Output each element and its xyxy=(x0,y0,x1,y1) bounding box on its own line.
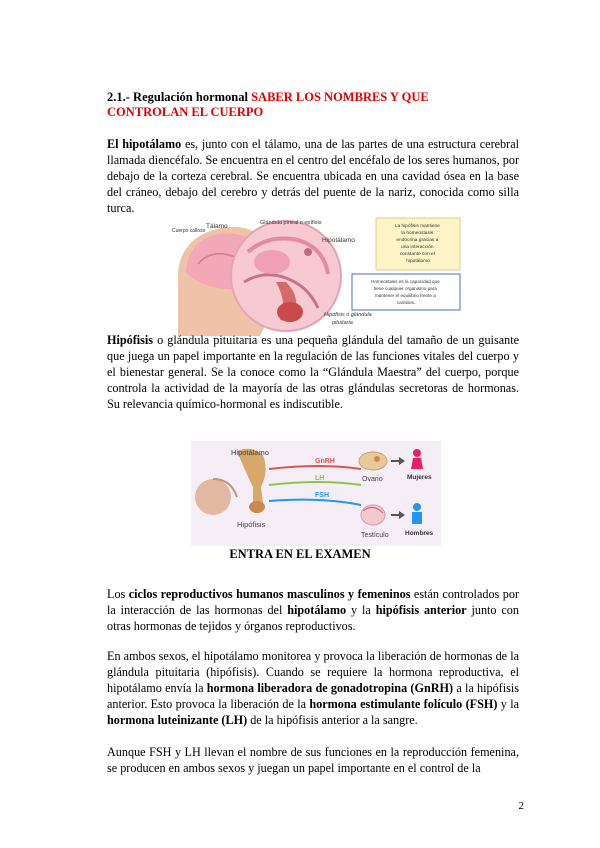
paragraph-text: o glándula pituitaria es una pequeña glándula del tamaño de un guisante que juega un papel importante en la regulación de las funciones vitales del cuerpo y el bienestar general. Se la conoce como la “Glándula Maestra” del cuerpo, porque controla la actividad de la mayoría de las otras glándulas secretoras de hormonas. Su relevancia químico-hormonal es indiscutible. xyxy=(107,333,519,411)
term-hipotalamo: hipotálamo xyxy=(287,603,347,617)
paragraph-ambos-sexos xyxy=(107,648,519,728)
label-talamo: Tálamo xyxy=(206,223,228,230)
paragraph-ciclos xyxy=(107,586,519,634)
text: de la hipófisis anterior a la sangre. xyxy=(247,713,418,727)
heading-number-title: 2.1.- Regulación hormonal xyxy=(107,90,248,104)
term-fsh: hormona estimulante folículo (FSH) xyxy=(309,697,498,711)
text: están controlados por la interacción de las hormonas del xyxy=(107,587,520,617)
paragraph-text: es, junto con el tálamo, una de las partes de una estructura cerebral llamada diencéfalo. Se encuentra en el centro del encéfalo de los seres humanos, por debajo de la corteza cerebral. Se encuentra ubicada en una cavidad ósea en la base del cráneo, debajo del cerebro y detrás del puente de la nariz, conocida como silla turca. xyxy=(107,137,519,215)
female-icon xyxy=(413,449,421,457)
label-cuerpo-calloso: Cuerpo calloso xyxy=(172,228,206,234)
term-gnrh: hormona liberadora de gonadotropina (GnRH) xyxy=(206,681,454,695)
paragraph-fsh-lh: Aunque FSH y LH llevan el nombre de sus funciones en la reproducción femenina, se producen en ambos sexos y juegan un papel importante en el control de la xyxy=(107,745,519,775)
section-heading xyxy=(107,90,507,120)
term-hipofisis-anterior: hipófisis anterior xyxy=(375,603,467,617)
fig2-label-hipofisis: Hipófisis xyxy=(237,520,266,529)
text: Los xyxy=(107,587,129,601)
page-number: 2 xyxy=(518,800,524,812)
term-ciclos: ciclos reproductivos humanos masculinos y femeninos xyxy=(128,587,411,601)
label-hipotalamo: Hipotálamo xyxy=(322,237,355,244)
fig2-label-hipotalamo: Hipotálamo xyxy=(231,448,269,457)
paragraph-hipotalamo xyxy=(107,136,519,216)
text: y la xyxy=(346,603,376,617)
text: En ambos sexos, el hipotálamo monitorea y provoca la liberación de hormonas de la glándula pituitaria (hipófisis). Cuando se requiere la hormona reproductiva, el hipotálamo envía la xyxy=(107,649,519,695)
brain-anatomy-figure xyxy=(168,212,464,336)
term-hipotalamo: El hipotálamo xyxy=(107,137,182,151)
exam-note: ENTRA EN EL EXAMEN xyxy=(229,547,371,561)
label-hombres: Hombres xyxy=(405,530,434,537)
label-lh: LH xyxy=(315,475,325,482)
label-hipofisis: Hipófisis o glándula xyxy=(324,312,372,318)
hormonal-axis-figure xyxy=(191,441,441,546)
label-glandula-pineal: Glándula pineal o epífisis xyxy=(260,220,322,226)
term-hipofisis: Hipófisis xyxy=(107,333,154,347)
text: a la hipófisis anterior. Esto provoca la liberación de la xyxy=(107,681,519,711)
note-hipofisis: La hipófisis mantiene la homeostasis endocrina gracias a una interacción constante con el hipotálamo xyxy=(394,224,440,264)
label-ovario: Ovario xyxy=(362,476,383,483)
heading-highlight: SABER LOS NOMBRES Y QUE CONTROLAN EL CUERPO xyxy=(107,90,429,119)
label-pituitaria: pituitaria xyxy=(332,320,353,326)
label-fsh: FSH xyxy=(315,492,329,499)
term-lh: hormona luteinizante (LH) xyxy=(107,713,248,727)
male-icon xyxy=(413,503,421,511)
paragraph-hipofisis xyxy=(107,332,519,412)
label-gnrh: GnRH xyxy=(315,458,335,465)
label-mujeres: Mujeres xyxy=(407,474,432,481)
text: junto con otras hormonas de tejidos y órganos reproductivos. xyxy=(107,603,519,633)
note-homeostasis: Homeostasis es la capacidad que tiene cualquier organismo para mantener el equilibrio frente a cambios. xyxy=(371,279,440,305)
text: y la xyxy=(497,697,519,711)
label-testiculo: Testículo xyxy=(361,532,389,539)
